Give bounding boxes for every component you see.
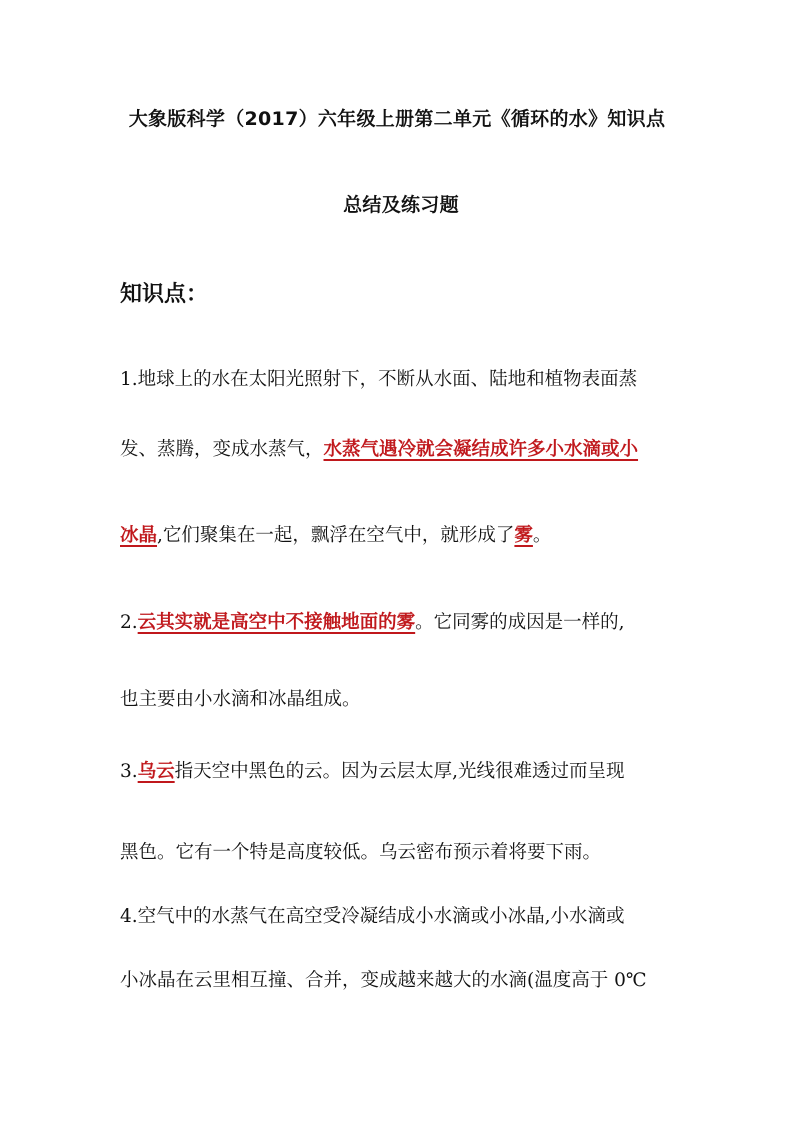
paragraph-line-5 (120, 688, 361, 712)
paragraph-line-1 (120, 368, 637, 392)
highlighted-key-phrase: 水蒸气遇冷就会凝结成许多小水滴或小 (323, 439, 639, 460)
line-text: ,它们聚集在一起，飘浮在空气中，就形成了 (157, 525, 515, 546)
document-title-line-2: 总结及练习题 (343, 194, 459, 216)
line-text: 4.空气中的水蒸气在高空受冷凝结成小水滴或小冰晶,小水滴或 (120, 906, 625, 927)
line-text: 发、蒸腾，变成水蒸气， (120, 439, 324, 460)
highlighted-key-phrase: 雾 (514, 525, 533, 546)
paragraph-line-9 (120, 969, 647, 993)
paragraph-line-4 (120, 611, 625, 635)
line-text: 小冰晶在云里相互撞、合并，变成越来越大的水滴(温度高于 0℃ (120, 970, 647, 991)
paragraph-line-8 (120, 905, 625, 929)
paragraph-line-3 (120, 524, 551, 548)
document-title-line-1: 大象版科学（2017）六年级上册第二单元《循环的水》知识点 (128, 108, 666, 130)
highlighted-key-phrase: 冰晶 (120, 525, 158, 546)
paragraph-line-7 (120, 841, 601, 865)
paragraph-line-2 (120, 438, 638, 462)
line-text: 1.地球上的水在太阳光照射下，不断从水面、陆地和植物表面蒸 (120, 369, 638, 390)
line-text: 2. (120, 612, 138, 633)
line-text: 3. (120, 761, 138, 782)
highlighted-key-phrase: 乌云 (137, 761, 175, 782)
line-text: 。 (532, 525, 552, 546)
line-text: 。它同雾的成因是一样的, (415, 612, 625, 633)
line-text: 也主要由小水滴和冰晶组成。 (120, 689, 361, 710)
line-text: 指天空中黑色的云。因为云层太厚,光线很难透过而呈现 (174, 761, 625, 782)
paragraph-line-6 (120, 760, 625, 784)
line-text: 黑色。它有一个特是高度较低。乌云密布预示着将要下雨。 (120, 842, 602, 863)
section-heading: 知识点： (120, 282, 209, 307)
highlighted-key-phrase: 云其实就是高空中不接触地面的雾 (137, 612, 416, 633)
